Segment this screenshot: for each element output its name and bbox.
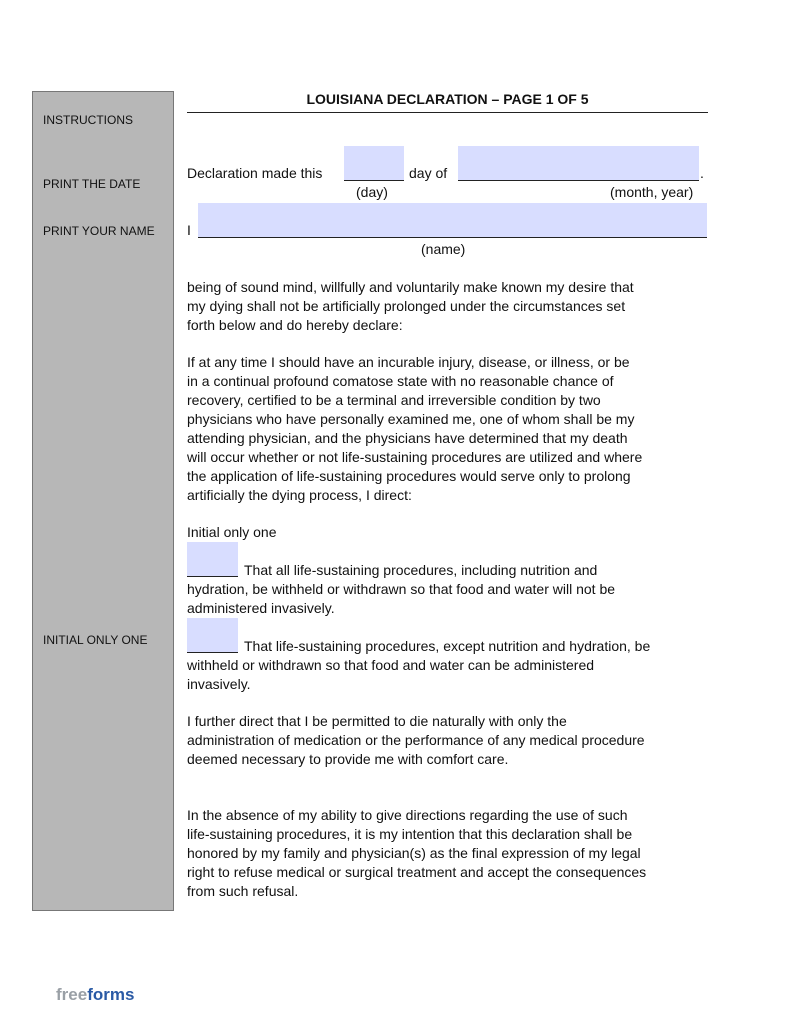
option1-line: hydration, be withheld or withdrawn so that food and water will not be — [187, 581, 616, 597]
instructions-sidebar — [32, 91, 174, 911]
condition-line: in a continual profound comatose state with no reasonable chance of — [187, 373, 614, 389]
date-prefix: Declaration made this — [187, 165, 323, 181]
month-year-caption: (month, year) — [610, 184, 694, 200]
name-underline — [198, 237, 707, 238]
sidebar-label-instructions: INSTRUCTIONS — [43, 113, 133, 127]
logo-part-free: free — [56, 985, 88, 1004]
absence-line: In the absence of my ability to give directions regarding the use of such — [187, 807, 628, 823]
initial-heading: Initial only one — [187, 524, 277, 540]
condition-line: If at any time I should have an incurable injury, disease, or illness, or be — [187, 354, 630, 370]
condition-line: physicians who have personally examined me, one of whom shall be my — [187, 411, 635, 427]
comfort-line: I further direct that I be permitted to die naturally with only the — [187, 713, 567, 729]
absence-line: right to refuse medical or surgical treatment and accept the consequences — [187, 864, 647, 880]
month-year-input[interactable] — [458, 146, 699, 180]
comfort-paragraph — [187, 712, 717, 769]
condition-paragraph — [187, 353, 717, 505]
sidebar-label-print-name: PRINT YOUR NAME — [43, 224, 155, 238]
intro-line: being of sound mind, willfully and voluntarily make known my desire that — [187, 279, 634, 295]
option2-line: That life-sustaining procedures, except nutrition and hydration, be — [244, 638, 651, 654]
comfort-line: deemed necessary to provide me with comfort care. — [187, 751, 509, 767]
day-input[interactable] — [344, 146, 404, 180]
name-prefix: I — [187, 222, 191, 238]
condition-line: artificially the dying process, I direct: — [187, 487, 412, 503]
absence-line: honored by my family and physician(s) as the final expression of my legal — [187, 845, 641, 861]
freeforms-logo — [56, 985, 134, 1005]
absence-line: from such refusal. — [187, 883, 299, 899]
intro-paragraph — [187, 278, 717, 335]
condition-line: recovery, certified to be a terminal and irreversible condition by two — [187, 392, 601, 408]
condition-line: the application of life-sustaining procedures would serve only to prolong — [187, 468, 631, 484]
option1-line: administered invasively. — [187, 600, 335, 616]
day-underline — [344, 180, 404, 181]
comfort-line: administration of medication or the performance of any medical procedure — [187, 732, 645, 748]
date-middle: day of — [409, 165, 448, 181]
month-year-underline — [458, 180, 699, 181]
page-title: LOUISIANA DECLARATION – PAGE 1 OF 5 — [187, 91, 708, 113]
option2-paragraph — [187, 637, 717, 694]
sidebar-label-initial-only-one: INITIAL ONLY ONE — [43, 633, 148, 647]
intro-line: my dying shall not be artificially prolonged under the circumstances set — [187, 298, 626, 314]
absence-paragraph — [187, 806, 717, 901]
option1-line: That all life-sustaining procedures, including nutrition and — [244, 562, 598, 578]
option1-paragraph — [187, 561, 717, 618]
option2-line: withheld or withdrawn so that food and water can be administered — [187, 657, 595, 673]
logo-part-forms: forms — [87, 985, 135, 1004]
intro-line: forth below and do hereby declare: — [187, 317, 403, 333]
name-caption: (name) — [421, 241, 466, 257]
name-input[interactable] — [198, 203, 707, 237]
absence-line: life-sustaining procedures, it is my intention that this declaration shall be — [187, 826, 633, 842]
condition-line: attending physician, and the physicians have determined that my death — [187, 430, 628, 446]
condition-line: will occur whether or not life-sustaining procedures are utilized and where — [187, 449, 643, 465]
option2-line: invasively. — [187, 676, 251, 692]
date-end-period: . — [700, 165, 704, 181]
day-caption: (day) — [356, 184, 388, 200]
sidebar-label-print-date: PRINT THE DATE — [43, 177, 141, 191]
